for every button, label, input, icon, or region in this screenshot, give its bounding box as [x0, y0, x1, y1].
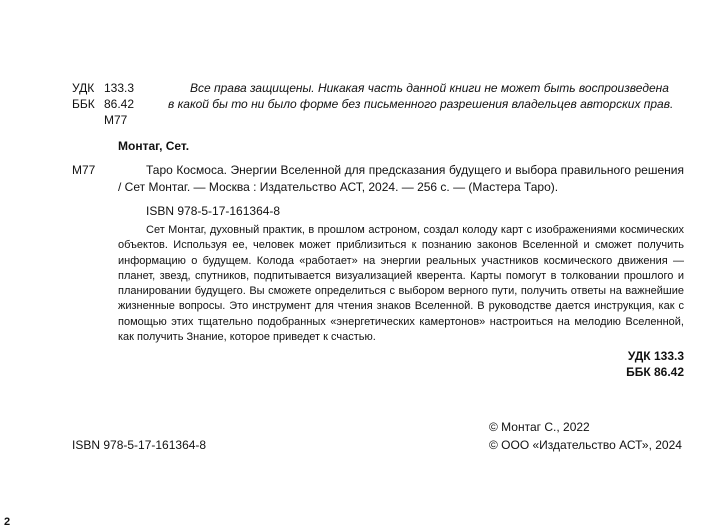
annotation: Сет Монтаг, духовный практик, в прошлом астроном, создал колоду карт с изображениями космических объектов. Используя ее, человек может приблизиться к познанию законов Вселенной и сможет получить информацию о будущем. Колода «работает» на энергии реальных участников космического движения — планет, звезд, спутников, подпитывается визуализацией кверента. Карты помогут в толковании прошлого и планировании будущего. Вы сможете определиться с выбором верного пути, получить ответы на важнейшие жизненные вопросы. Это инструмент для чтения знаков Вселенной. В руководстве дается инструкция, как с помощью этих тщательно подобранных «энергетических камертонов» настроиться на мелодию Вселенной, как получить Знание, которое приведет к счастью. [118, 224, 684, 344]
udk-footer: УДК 133.3 [627, 349, 684, 363]
udk-label: УДК [72, 81, 95, 95]
author-mark-top: М77 [104, 113, 128, 127]
page-number: 2 [4, 516, 11, 528]
isbn-record: ISBN 978-5-17-161364-8 [146, 204, 281, 218]
rights-notice-line1: Все права защищены. Никакая часть данной книги не может быть воспроизведена [190, 81, 669, 95]
author-mark: М77 [72, 163, 96, 177]
copyright-author: © Монтаг С., 2022 [489, 420, 590, 434]
bbk-value: 86.42 [104, 97, 135, 111]
bbk-footer: ББК 86.42 [626, 365, 684, 379]
rights-notice-line2: в какой бы то ни было форме без письменного разрешения владельцев авторских прав. [168, 97, 674, 111]
isbn-footer: ISBN 978-5-17-161364-8 [72, 438, 207, 452]
bbk-label: ББК [72, 97, 95, 111]
bibliographic-description: Таро Космоса. Энергии Вселенной для предсказания будущего и выбора правильного решения / Сет Монтаг. — Москва : Издательство АСТ, 2024. — 256 с. — (Мастера Таро). [118, 163, 684, 194]
udk-value: 133.3 [104, 81, 135, 95]
author-heading: Монтаг, Сет. [118, 139, 190, 153]
copyright-publisher: © ООО «Издательство АСТ», 2024 [489, 438, 682, 452]
